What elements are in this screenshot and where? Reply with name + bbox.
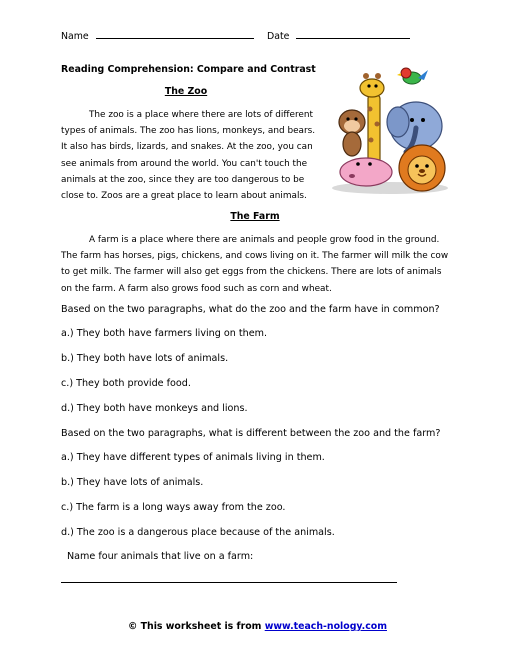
worksheet-title: Reading Comprehension: Compare and Contrast [61,64,316,75]
question-1-option-c[interactable]: c.) They both provide food. [61,378,191,389]
question-2-option-b[interactable]: b.) They have lots of animals. [61,477,204,488]
question-3-prompt: Name four animals that live on a farm: [67,551,254,562]
name-label: Name [61,31,89,42]
date-blank[interactable] [296,29,410,39]
question-1-option-d[interactable]: d.) They both have monkeys and lions. [61,403,248,414]
question-1-prompt: Based on the two paragraphs, what do the zoo and the farm have in common? [61,304,440,315]
date-label: Date [267,31,290,42]
footer-credit [128,619,387,635]
question-2-option-a[interactable]: a.) They have different types of animals living in them. [61,452,325,463]
question-2-prompt: Based on the two paragraphs, what is different between the zoo and the farm? [61,428,441,439]
question-1-option-b[interactable]: b.) They both have lots of animals. [61,353,229,364]
question-2-option-c[interactable]: c.) The farm is a long ways away from the zoo. [61,502,286,513]
farm-paragraph: A farm is a place where there are animals and people grow food in the ground. The farm has horses, pigs, chickens, and cows living on it. The farmer will milk the cow to get milk. The farmer will also get eggs from the chickens. There are lots of animals on the farm. A farm also grows food such as corn and wheat. [61,235,449,294]
answer-line[interactable] [61,582,397,583]
zoo-paragraph: The zoo is a place where there are lots of different types of animals. The zoo has lions, monkeys, and bears. It also has birds, lizards, and snakes. At the zoo, you can see animals from around the world. You can't touch the animals at the zoo, since they are too dangerous to be close to. Zoos are a great place to learn about animals. [61,110,316,202]
zoo-animals-icon [328,64,450,196]
zoo-heading: The Zoo [164,86,208,97]
name-blank[interactable] [96,29,254,39]
footer-link[interactable]: www.teach-nology.com [264,621,387,632]
name-field [61,29,254,45]
farm-heading: The Farm [230,211,280,222]
question-1-option-a[interactable]: a.) They both have farmers living on them. [61,328,268,339]
date-field [267,29,410,45]
footer-prefix: © This worksheet is from [128,621,265,632]
question-2-option-d[interactable]: d.) The zoo is a dangerous place because of the animals. [61,527,335,538]
zoo-animals-illustration [328,64,450,196]
